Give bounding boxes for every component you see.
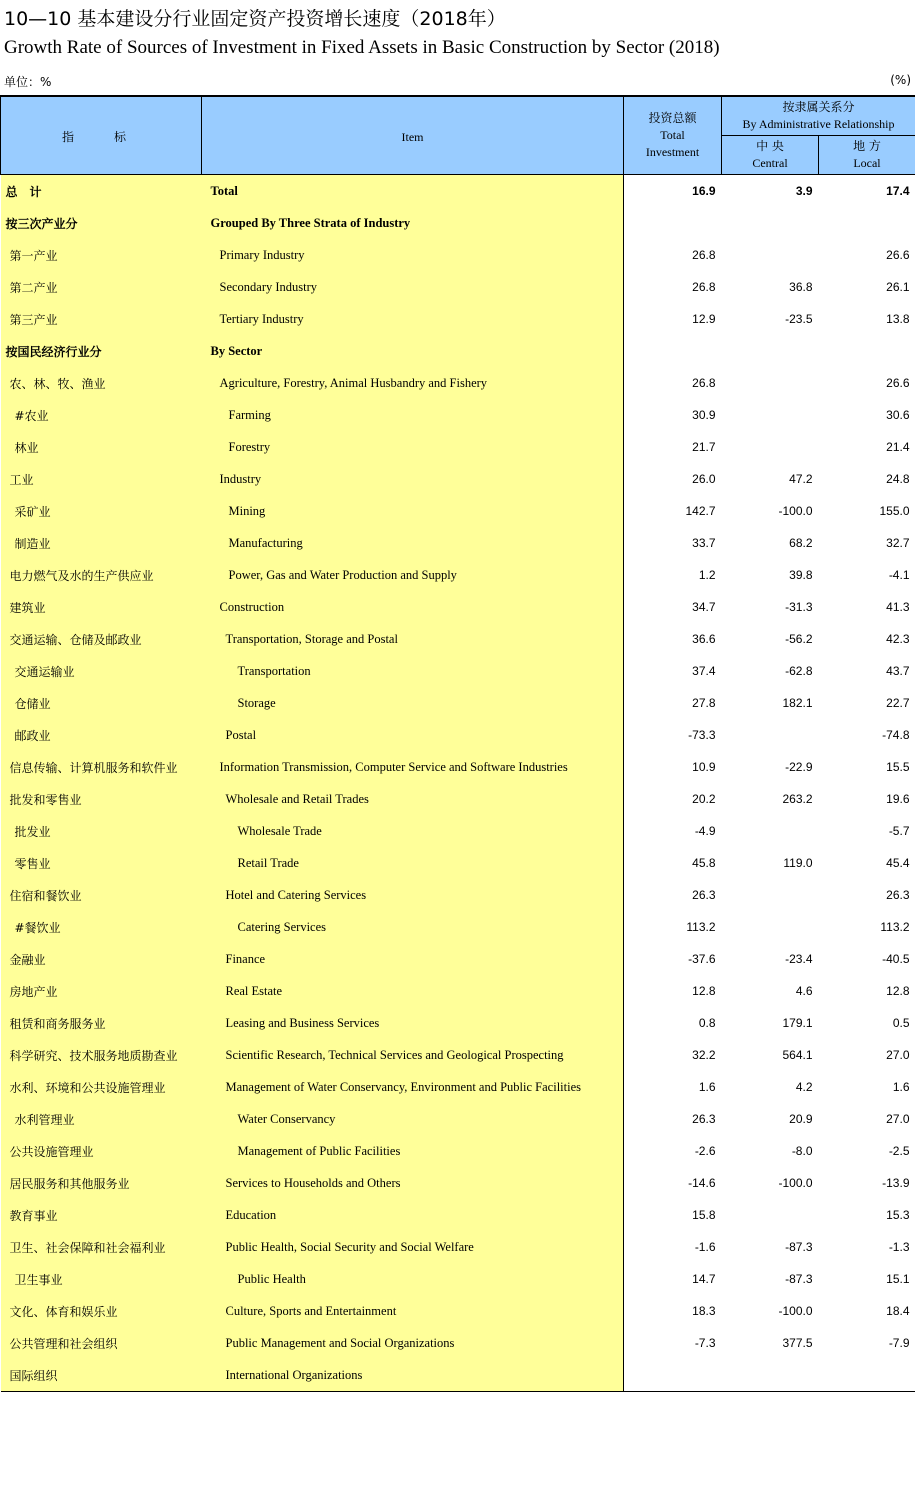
cell-total-investment xyxy=(624,1359,722,1392)
table-row xyxy=(1,1263,915,1295)
cell-central xyxy=(722,815,819,847)
cell-local: -7.9 xyxy=(888,1336,910,1350)
row-label-cn: 仓储业 xyxy=(1,687,202,719)
cell-local: 42.3 xyxy=(886,632,910,646)
row-label-en: Real Estate xyxy=(202,975,624,1007)
table-row xyxy=(1,367,915,399)
cell-local: 26.3 xyxy=(886,888,910,902)
cell-total-investment: 26.8 xyxy=(624,239,722,271)
cell-total-investment: 26.0 xyxy=(624,463,722,495)
row-label-cn: 建筑业 xyxy=(1,591,202,623)
row-label-cn: 住宿和餐饮业 xyxy=(1,879,202,911)
table-row xyxy=(1,399,915,431)
table-row xyxy=(1,623,915,655)
row-label-en: Services to Households and Others xyxy=(202,1167,624,1199)
cell-local: 27.0 xyxy=(886,1048,910,1062)
cell-total-investment: 34.7 xyxy=(624,591,722,623)
cell-local: 13.8 xyxy=(886,312,910,326)
header-item: Item xyxy=(202,96,624,175)
row-label-en: Public Health xyxy=(202,1263,624,1295)
cell-total-investment: -14.6 xyxy=(624,1167,722,1199)
row-label-cn: 居民服务和其他服务业 xyxy=(1,1167,202,1199)
cell-central: -100.0 xyxy=(778,504,813,518)
table-row xyxy=(1,911,915,943)
table-row xyxy=(1,719,915,751)
table-row xyxy=(1,175,915,208)
cell-central xyxy=(722,335,819,367)
cell-central: 20.9 xyxy=(789,1112,813,1126)
cell-local: 43.7 xyxy=(886,664,910,678)
cell-central: -31.3 xyxy=(785,600,813,614)
row-label-cn: 交通运输、仓储及邮政业 xyxy=(1,623,202,655)
row-label-cn: 农、林、牧、渔业 xyxy=(1,367,202,399)
cell-local: 17.4 xyxy=(886,184,910,198)
cell-central xyxy=(722,367,819,399)
table-row xyxy=(1,655,915,687)
cell-central: -100.0 xyxy=(778,1304,813,1318)
row-label-cn: 水利、环境和公共设施管理业 xyxy=(1,1071,202,1103)
cell-total-investment: 21.7 xyxy=(624,431,722,463)
cell-total-investment: 18.3 xyxy=(624,1295,722,1327)
cell-central: 263.2 xyxy=(782,792,813,806)
row-label-en: Manufacturing xyxy=(202,527,624,559)
cell-central xyxy=(722,207,819,239)
cell-central xyxy=(722,431,819,463)
cell-central: -23.4 xyxy=(785,952,813,966)
row-label-cn: 零售业 xyxy=(1,847,202,879)
row-label-cn: 卫生事业 xyxy=(1,1263,202,1295)
row-label-cn: 批发和零售业 xyxy=(1,783,202,815)
cell-total-investment: 10.9 xyxy=(624,751,722,783)
table-row xyxy=(1,943,915,975)
cell-central xyxy=(722,239,819,271)
cell-central xyxy=(722,399,819,431)
row-label-cn: 邮政业 xyxy=(1,719,202,751)
cell-central xyxy=(722,879,819,911)
cell-local: 26.1 xyxy=(886,280,910,294)
row-label-en: Industry xyxy=(202,463,624,495)
table-row xyxy=(1,879,915,911)
row-label-en: Secondary Industry xyxy=(202,271,624,303)
row-label-cn: 按三次产业分 xyxy=(1,207,202,239)
cell-central: -87.3 xyxy=(785,1272,813,1286)
page-title-cn: 10—10 基本建设分行业固定资产投资增长速度（2018年） xyxy=(4,8,506,30)
cell-local: 24.8 xyxy=(886,472,910,486)
table-row xyxy=(1,303,915,335)
cell-central: 39.8 xyxy=(789,568,813,582)
row-label-cn: #餐饮业 xyxy=(1,911,202,943)
cell-local: 113.2 xyxy=(880,920,910,934)
cell-total-investment xyxy=(624,335,722,367)
row-label-en: Wholesale Trade xyxy=(202,815,624,847)
cell-local: 19.6 xyxy=(886,792,910,806)
row-label-cn: 工业 xyxy=(1,463,202,495)
cell-central: 68.2 xyxy=(789,536,813,550)
table-row xyxy=(1,1071,915,1103)
row-label-en: Transportation xyxy=(202,655,624,687)
unit-label-right: (%) xyxy=(890,73,911,87)
cell-total-investment xyxy=(624,207,722,239)
cell-local: 21.4 xyxy=(886,440,910,454)
row-label-cn: 第三产业 xyxy=(1,303,202,335)
cell-total-investment: 45.8 xyxy=(624,847,722,879)
cell-local: -13.9 xyxy=(882,1176,910,1190)
cell-local: 32.7 xyxy=(886,536,910,550)
cell-central xyxy=(722,1199,819,1231)
cell-local: 15.3 xyxy=(886,1208,910,1222)
row-label-en: Farming xyxy=(202,399,624,431)
cell-central: 182.1 xyxy=(782,696,813,710)
cell-total-investment: 32.2 xyxy=(624,1039,722,1071)
row-label-en: Public Health, Social Security and Social Welfare xyxy=(202,1231,624,1263)
row-label-en: Management of Public Facilities xyxy=(202,1135,624,1167)
cell-local: -74.8 xyxy=(882,728,910,742)
cell-total-investment: -4.9 xyxy=(624,815,722,847)
cell-local: 0.5 xyxy=(892,1016,910,1030)
cell-central xyxy=(722,1359,819,1392)
cell-central xyxy=(722,719,819,751)
cell-central: 179.1 xyxy=(782,1016,813,1030)
cell-local: -4.1 xyxy=(888,568,910,582)
table-row xyxy=(1,975,915,1007)
row-label-en: Grouped By Three Strata of Industry xyxy=(202,207,624,239)
row-label-cn: 按国民经济行业分 xyxy=(1,335,202,367)
cell-central: -87.3 xyxy=(785,1240,813,1254)
table-row xyxy=(1,815,915,847)
row-label-cn: 信息传输、计算机服务和软件业 xyxy=(1,751,202,783)
cell-local: 26.6 xyxy=(886,248,910,262)
cell-central xyxy=(722,911,819,943)
row-label-en: Catering Services xyxy=(202,911,624,943)
table-row xyxy=(1,751,915,783)
cell-total-investment: -7.3 xyxy=(624,1327,722,1359)
cell-local: -40.5 xyxy=(882,952,910,966)
cell-central: 4.6 xyxy=(795,984,813,998)
data-table xyxy=(0,95,915,1392)
cell-local: 12.8 xyxy=(886,984,910,998)
cell-local: 1.6 xyxy=(892,1080,910,1094)
cell-local: 155.0 xyxy=(879,504,910,518)
table-row xyxy=(1,1327,915,1359)
row-label-cn: 电力燃气及水的生产供应业 xyxy=(1,559,202,591)
cell-local: 27.0 xyxy=(886,1112,910,1126)
cell-local: 45.4 xyxy=(886,856,910,870)
table-row xyxy=(1,1007,915,1039)
cell-total-investment: 27.8 xyxy=(624,687,722,719)
cell-total-investment: 26.3 xyxy=(624,879,722,911)
row-label-en: Hotel and Catering Services xyxy=(202,879,624,911)
table-row xyxy=(1,847,915,879)
table-row xyxy=(1,207,915,239)
row-label-en: Finance xyxy=(202,943,624,975)
header-admin-relationship: 按隶属关系分 By Administrative Relationship xyxy=(722,96,915,136)
row-label-cn: 第二产业 xyxy=(1,271,202,303)
cell-total-investment: 12.8 xyxy=(624,975,722,1007)
row-label-en: Leasing and Business Services xyxy=(202,1007,624,1039)
row-label-en: Wholesale and Retail Trades xyxy=(202,783,624,815)
cell-total-investment: 33.7 xyxy=(624,527,722,559)
header-indicator: 指 标 xyxy=(1,96,202,175)
cell-total-investment: 142.7 xyxy=(624,495,722,527)
row-label-en: Retail Trade xyxy=(202,847,624,879)
row-label-cn: 交通运输业 xyxy=(1,655,202,687)
table-row xyxy=(1,1199,915,1231)
table-row xyxy=(1,1359,915,1392)
row-label-cn: 公共管理和社会组织 xyxy=(1,1327,202,1359)
cell-central: 47.2 xyxy=(789,472,813,486)
table-row xyxy=(1,559,915,591)
table-row xyxy=(1,783,915,815)
row-label-en: Education xyxy=(202,1199,624,1231)
row-label-en: Construction xyxy=(202,591,624,623)
cell-total-investment: -2.6 xyxy=(624,1135,722,1167)
table-row xyxy=(1,335,915,367)
row-label-cn: 房地产业 xyxy=(1,975,202,1007)
cell-local: -1.3 xyxy=(888,1240,910,1254)
cell-total-investment: 36.6 xyxy=(624,623,722,655)
cell-central: 377.5 xyxy=(782,1336,813,1350)
cell-local xyxy=(819,207,915,239)
row-label-en: Information Transmission, Computer Service and Software Industries xyxy=(202,751,624,783)
page-title-en: Growth Rate of Sources of Investment in Fixed Assets in Basic Construction by Sector (2018) xyxy=(4,37,720,58)
cell-local: 41.3 xyxy=(886,600,910,614)
row-label-en: Storage xyxy=(202,687,624,719)
table-row xyxy=(1,591,915,623)
cell-local: 15.5 xyxy=(886,760,910,774)
row-label-en: International Organizations xyxy=(202,1359,624,1392)
table-row xyxy=(1,431,915,463)
cell-local: 18.4 xyxy=(886,1304,910,1318)
row-label-cn: 租赁和商务服务业 xyxy=(1,1007,202,1039)
cell-central: -23.5 xyxy=(785,312,813,326)
cell-local: 30.6 xyxy=(886,408,910,422)
row-label-en: Postal xyxy=(202,719,624,751)
table-row xyxy=(1,239,915,271)
row-label-cn: 林业 xyxy=(1,431,202,463)
header-central: 中 央 Central xyxy=(722,136,819,175)
row-label-cn: 水利管理业 xyxy=(1,1103,202,1135)
cell-total-investment: 12.9 xyxy=(624,303,722,335)
header-local: 地 方 Local xyxy=(819,136,915,175)
table-row xyxy=(1,1135,915,1167)
row-label-en: Primary Industry xyxy=(202,239,624,271)
row-label-en: By Sector xyxy=(202,335,624,367)
table-row xyxy=(1,1039,915,1071)
row-label-cn: 批发业 xyxy=(1,815,202,847)
row-label-cn: #农业 xyxy=(1,399,202,431)
cell-local: -5.7 xyxy=(888,824,910,838)
row-label-en: Forestry xyxy=(202,431,624,463)
cell-total-investment: 20.2 xyxy=(624,783,722,815)
row-label-cn: 第一产业 xyxy=(1,239,202,271)
row-label-cn: 教育事业 xyxy=(1,1199,202,1231)
row-label-cn: 科学研究、技术服务地质勘查业 xyxy=(1,1039,202,1071)
row-label-en: Tertiary Industry xyxy=(202,303,624,335)
row-label-cn: 金融业 xyxy=(1,943,202,975)
cell-total-investment: 15.8 xyxy=(624,1199,722,1231)
cell-central: -62.8 xyxy=(785,664,813,678)
cell-central: 564.1 xyxy=(782,1048,813,1062)
cell-total-investment: -37.6 xyxy=(624,943,722,975)
cell-total-investment: 26.8 xyxy=(624,367,722,399)
cell-central: 3.9 xyxy=(795,184,813,198)
row-label-en: Transportation, Storage and Postal xyxy=(202,623,624,655)
row-label-cn: 总 计 xyxy=(1,175,202,208)
cell-total-investment: 26.8 xyxy=(624,271,722,303)
cell-total-investment: 113.2 xyxy=(624,911,722,943)
row-label-en: Power, Gas and Water Production and Supply xyxy=(202,559,624,591)
row-label-en: Scientific Research, Technical Services and Geological Prospecting xyxy=(202,1039,624,1071)
row-label-en: Total xyxy=(202,175,624,208)
row-label-cn: 国际组织 xyxy=(1,1359,202,1392)
cell-total-investment: 30.9 xyxy=(624,399,722,431)
cell-total-investment: -1.6 xyxy=(624,1231,722,1263)
cell-central: -22.9 xyxy=(785,760,813,774)
row-label-cn: 公共设施管理业 xyxy=(1,1135,202,1167)
cell-central: 36.8 xyxy=(789,280,813,294)
cell-local: -2.5 xyxy=(888,1144,910,1158)
table-row xyxy=(1,527,915,559)
unit-label: 单位：% xyxy=(4,75,52,89)
row-label-cn: 采矿业 xyxy=(1,495,202,527)
table-row xyxy=(1,1103,915,1135)
cell-local: 26.6 xyxy=(886,376,910,390)
cell-central: -100.0 xyxy=(778,1176,813,1190)
cell-total-investment: 1.6 xyxy=(624,1071,722,1103)
row-label-en: Culture, Sports and Entertainment xyxy=(202,1295,624,1327)
row-label-en: Agriculture, Forestry, Animal Husbandry and Fishery xyxy=(202,367,624,399)
cell-total-investment: 1.2 xyxy=(624,559,722,591)
row-label-cn: 卫生、社会保障和社会福利业 xyxy=(1,1231,202,1263)
row-label-cn: 制造业 xyxy=(1,527,202,559)
cell-total-investment: -73.3 xyxy=(624,719,722,751)
row-label-en: Water Conservancy xyxy=(202,1103,624,1135)
table-row xyxy=(1,271,915,303)
row-label-en: Management of Water Conservancy, Environment and Public Facilities xyxy=(202,1071,624,1103)
header-total-investment: 投资总额 Total Investment xyxy=(624,96,722,175)
cell-total-investment: 37.4 xyxy=(624,655,722,687)
row-label-cn: 文化、体育和娱乐业 xyxy=(1,1295,202,1327)
table-row xyxy=(1,1295,915,1327)
cell-total-investment: 0.8 xyxy=(624,1007,722,1039)
cell-central: 4.2 xyxy=(795,1080,813,1094)
table-row xyxy=(1,463,915,495)
cell-total-investment: 26.3 xyxy=(624,1103,722,1135)
row-label-en: Mining xyxy=(202,495,624,527)
cell-local: 22.7 xyxy=(886,696,910,710)
cell-total-investment: 14.7 xyxy=(624,1263,722,1295)
cell-central: -56.2 xyxy=(785,632,813,646)
table-row xyxy=(1,1167,915,1199)
table-row xyxy=(1,1231,915,1263)
cell-central: 119.0 xyxy=(783,856,813,870)
cell-local xyxy=(819,335,915,367)
table-row xyxy=(1,495,915,527)
cell-central: -8.0 xyxy=(791,1144,813,1158)
cell-local: 15.1 xyxy=(886,1272,910,1286)
row-label-en: Public Management and Social Organizations xyxy=(202,1327,624,1359)
cell-local xyxy=(819,1359,915,1392)
cell-total-investment: 16.9 xyxy=(624,175,722,208)
table-row xyxy=(1,687,915,719)
